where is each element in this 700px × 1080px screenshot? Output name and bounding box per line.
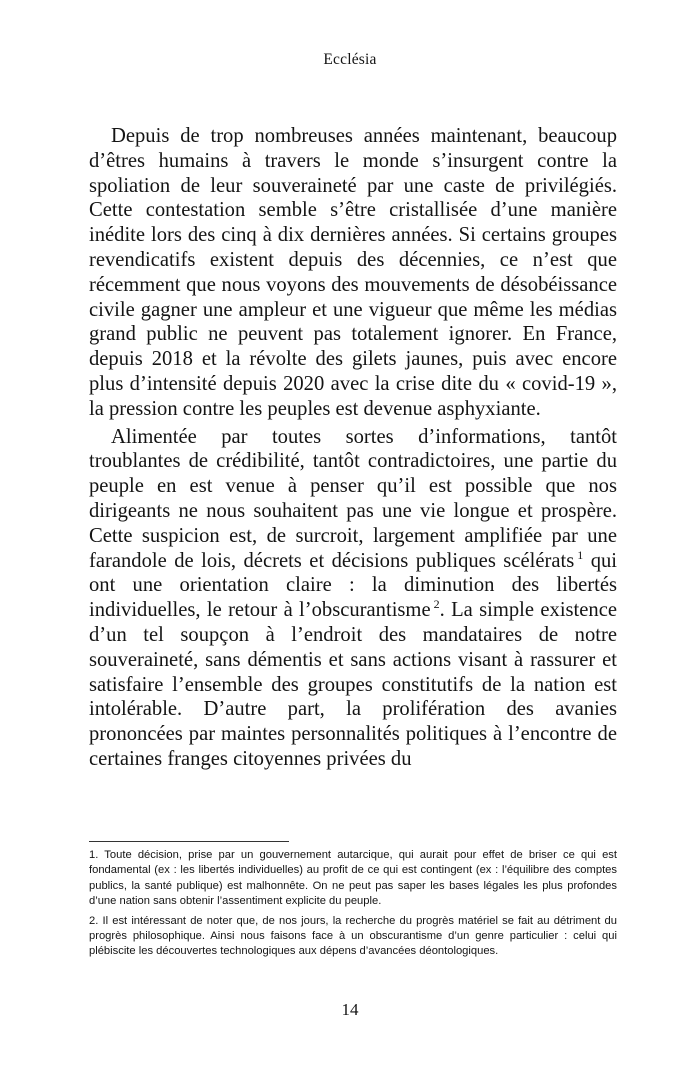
footnote-2: 2. Il est intéressant de noter que, de nos jours, la recherche du progrès matériel se fait au détriment du progrès philosophique. Ainsi nous faisons face à un obscurantisme d’un genre particulier : celui qui plébiscite les découvertes technologiques aux dépens d’avancées déontologiques. (89, 914, 617, 958)
paragraph-2-part-1: Alimentée par toutes sortes d’informations, tantôt troublantes de crédibilité, tantôt contradictoires, une partie du peuple en est venue à penser qu’il est possible que nos dirigeants ne nous souhaitent pas une vie longue et prospère. Cette suspicion est, de surcroit, largement amplifiée par une farandole de lois, décrets et décisions publiques scélérats (89, 425, 617, 572)
footnotes (89, 848, 617, 964)
paragraph-1: Depuis de trop nombreuses années maintenant, beaucoup d’êtres humains à travers le monde s’insurgent contre la spoliation de leur souveraineté par une caste de privilégiés. Cette contestation semble s’être cristallisée d’une manière inédite lors des cinq à dix dernières années. Si certains groupes revendicatifs existent depuis des décennies, ce n’est que récemment que nous voyons des mouvements de désobéissance civile gagner une ampleur et une vigueur que même les médias grand public ne peuvent pas totalement ignorer. En France, depuis 2018 et la révolte des gilets jaunes, puis avec encore plus d’intensité depuis 2020 avec la crise dite du « covid-19 », la pression contre les peuples est devenue asphyxiante. (89, 125, 617, 420)
footnote-reference-2[interactable]: 2 (433, 597, 440, 612)
paragraph-2-part-3: . La simple existence d’un tel soupçon à l’endroit des mandataires de notre souveraineté, sans démentis et sans actions visant à rassurer et satisfaire l’ensemble des groupes constitutifs de la nation est intolérable. D’autre part, la prolifération des avanies prononcées par maintes personnalités politiques à l’encontre de certaines franges citoyennes privées du (89, 599, 617, 770)
paragraph-2 (89, 425, 617, 772)
page-number: 14 (341, 1000, 359, 1019)
footnote-1: 1. Toute décision, prise par un gouvernement autarcique, qui aurait pour effet de briser ce qui est fondamental (ex : les libertés individuelles) au profit de ce qui est contingent (ex : l’équilibre des comptes publics, la santé publique) est malhonnête. On ne peut pas saper les bases légales les plus profondes d’une nation sans obtenir l’assentiment explicite du peuple. (89, 849, 617, 908)
body-text (89, 124, 617, 772)
footnote-reference-1[interactable]: 1 (577, 547, 584, 562)
running-head: Ecclésia (323, 51, 377, 68)
footnote-separator (89, 841, 289, 842)
paragraph-2-part-2: qui ont une orientation claire : la diminution des libertés individuelles, le retour à l’obscurantisme (89, 549, 618, 622)
